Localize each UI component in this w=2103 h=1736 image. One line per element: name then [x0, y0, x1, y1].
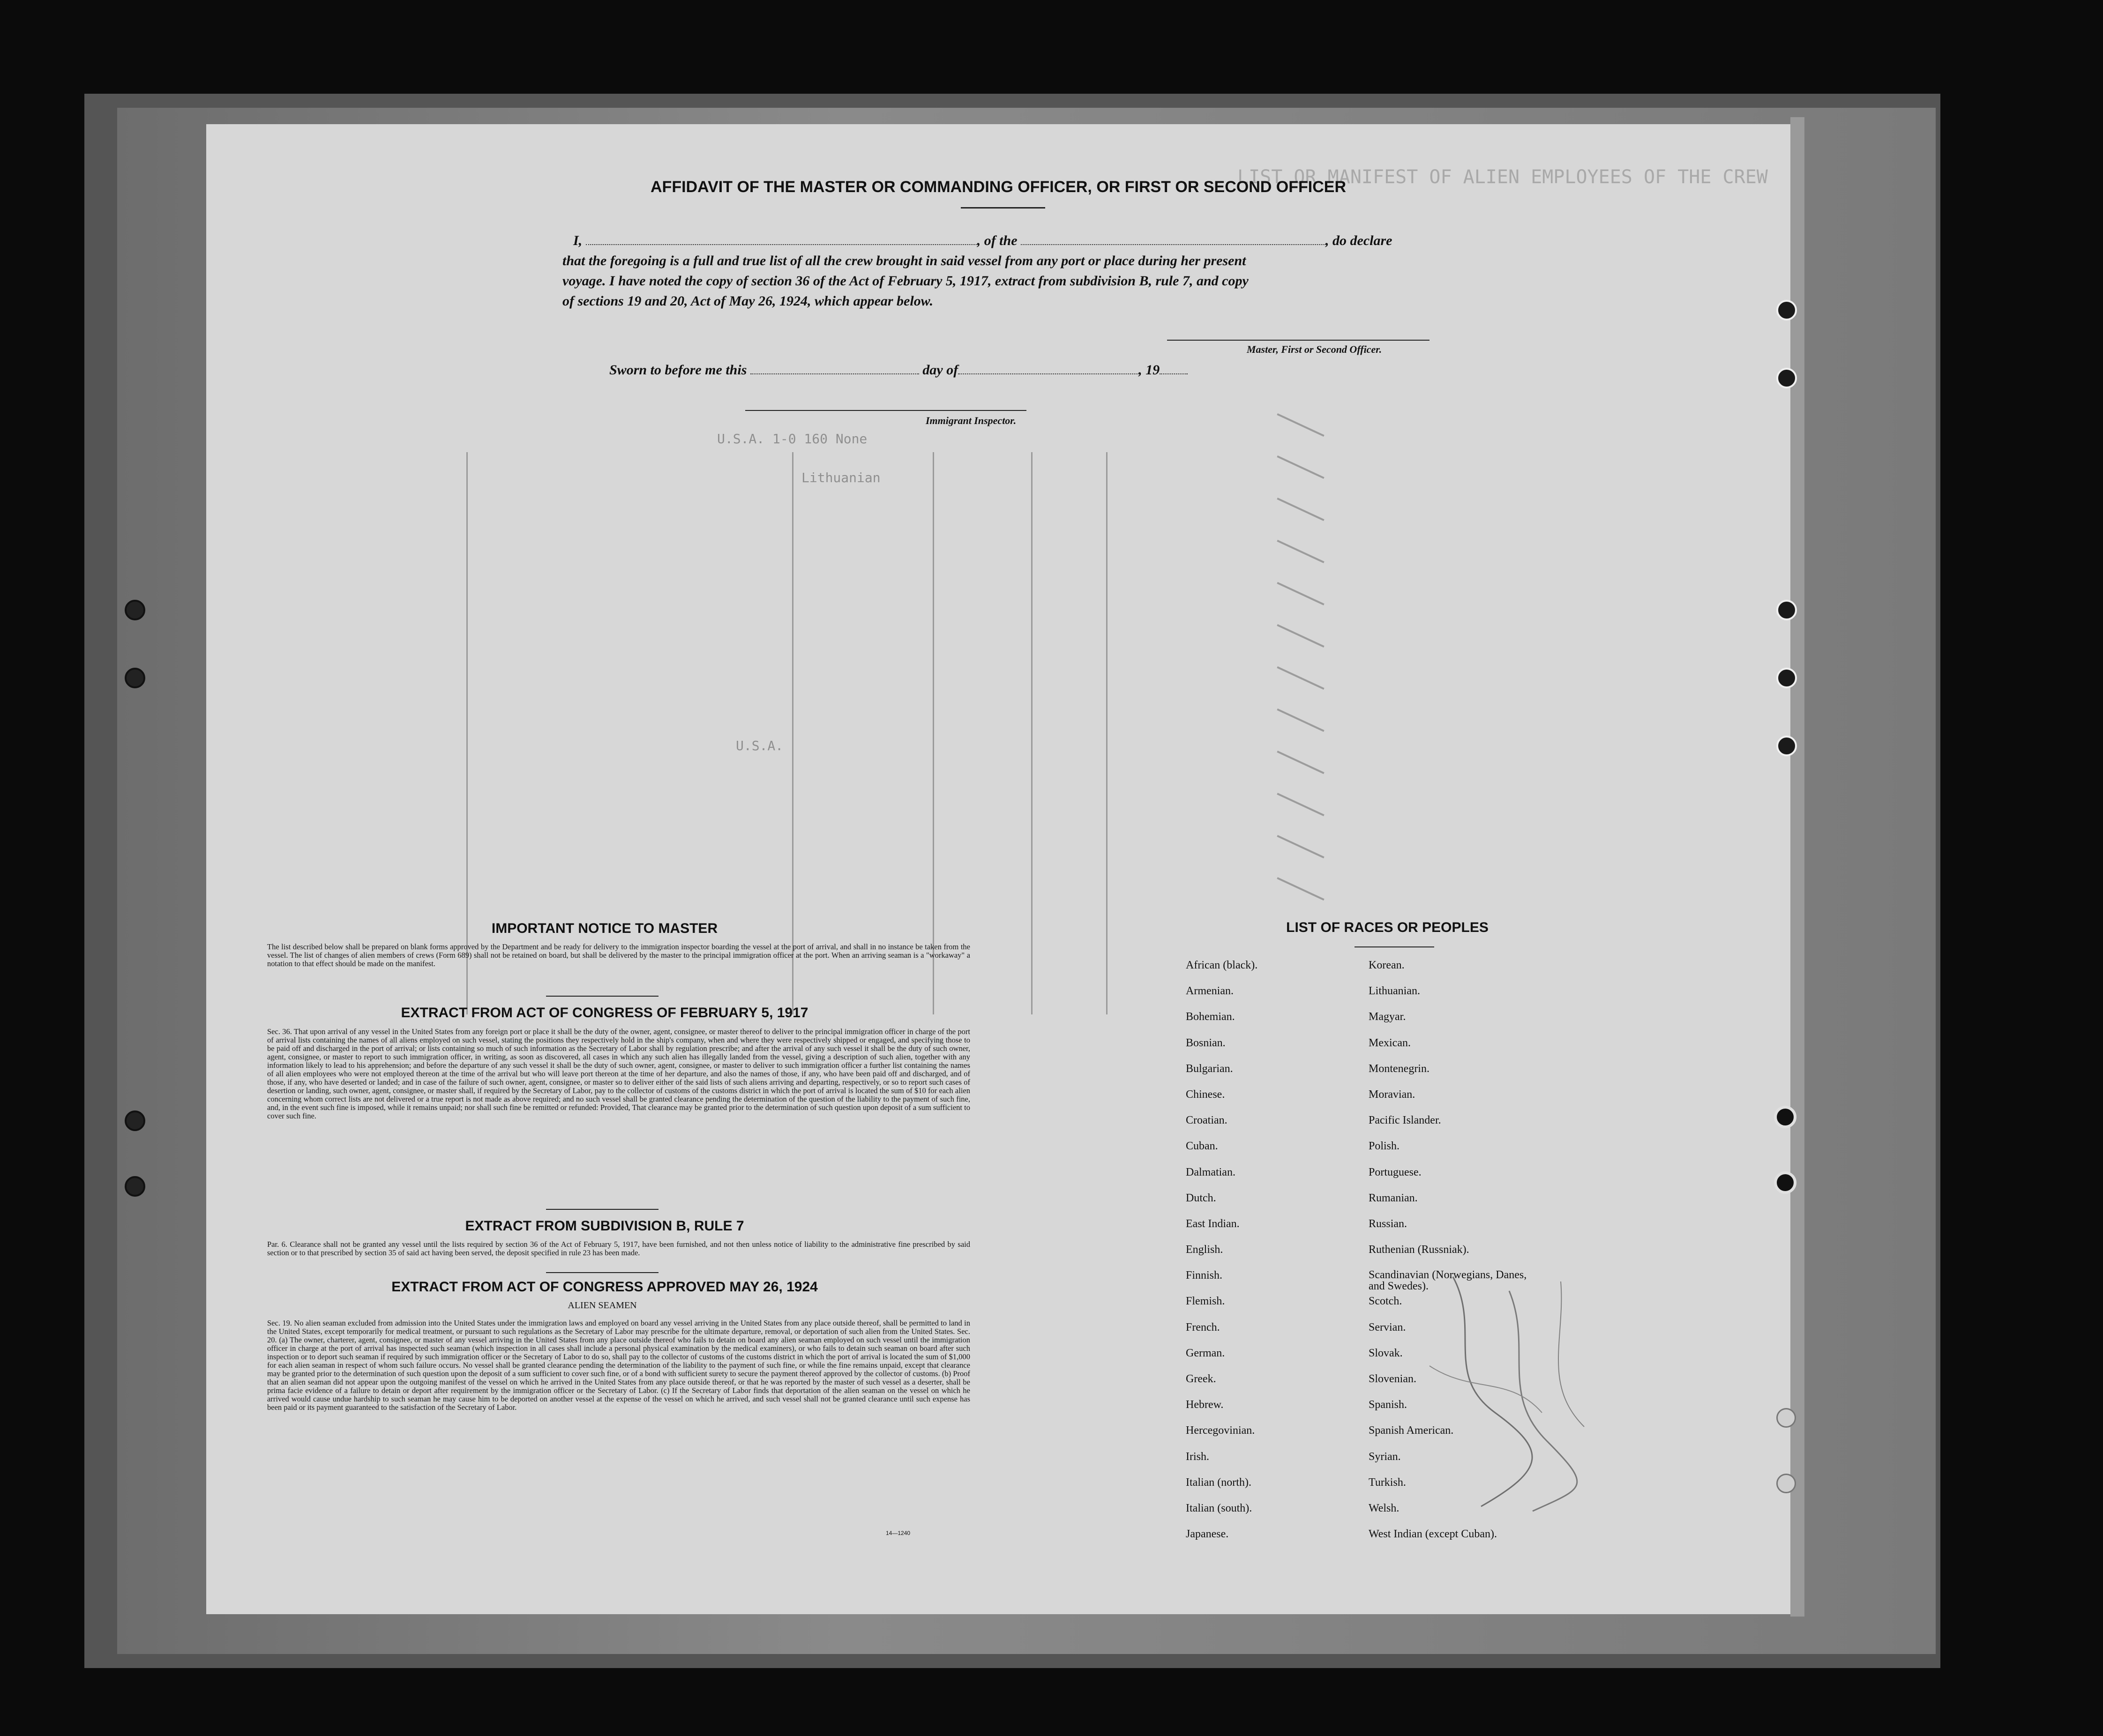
pencil-mark [1277, 540, 1324, 563]
document-page [206, 124, 1790, 1614]
column-rule [1106, 452, 1108, 1014]
race-item: Cuban. [1186, 1140, 1218, 1153]
bleed-through-row: Lithuanian [801, 470, 881, 485]
vessel-blank [1021, 244, 1325, 245]
race-item: Ruthenian (Russniak). [1369, 1244, 1469, 1256]
affidavit-line-1 [573, 233, 1454, 249]
master-signature-line [1167, 340, 1429, 341]
punch-hole [1776, 736, 1797, 756]
name-blank [586, 244, 977, 245]
pencil-mark [1277, 582, 1324, 605]
race-item: Slovenian. [1369, 1373, 1416, 1385]
affidavit-of-the: , of the [977, 233, 1018, 248]
race-item: East Indian. [1186, 1217, 1240, 1230]
sworn-day-of: day of [922, 362, 958, 378]
section-divider [546, 996, 659, 997]
race-item: Spanish. [1369, 1399, 1407, 1411]
race-item: Dalmatian. [1186, 1166, 1235, 1178]
pencil-mark [1277, 413, 1324, 437]
race-item: Russian. [1369, 1217, 1407, 1230]
pencil-mark [1277, 835, 1324, 858]
bleed-through-row: U.S.A. [736, 738, 784, 753]
race-item: Hebrew. [1186, 1399, 1224, 1411]
punch-hole [1776, 1408, 1796, 1428]
race-item: Armenian. [1186, 985, 1234, 998]
affidavit-i: I, [573, 233, 583, 248]
race-item: Bulgarian. [1186, 1062, 1233, 1075]
section-divider [546, 1272, 659, 1273]
punch-hole [1776, 668, 1797, 688]
bleed-through-title: LIST OR MANIFEST OF ALIEN EMPLOYEES OF THE CREW [1237, 166, 1768, 188]
race-item: West Indian (except Cuban). [1369, 1528, 1497, 1541]
punch-hole [1776, 300, 1797, 320]
punch-hole [1774, 1106, 1796, 1128]
pencil-mark [1277, 666, 1324, 690]
affidavit-title: AFFIDAVIT OF THE MASTER OR COMMANDING OFFICER, OR FIRST OR SECOND OFFICER [651, 178, 1346, 196]
extract-rule7-text: Par. 6. Clearance shall not be granted any vessel until the lists required by section 36 of the Act of February 5, 1917, have been furnished, and not then unless notice of liability to the administrative fine prescribed by said section or to that prescribed by section 35 of said act having been served, the deposit specified in rule 23 has been made. [267, 1240, 970, 1257]
punch-hole [1774, 1171, 1796, 1194]
race-item: Finnish. [1186, 1269, 1223, 1282]
race-item: Irish. [1186, 1450, 1209, 1463]
race-item: Lithuanian. [1369, 985, 1420, 998]
year-blank [1160, 373, 1188, 374]
column-rule [1031, 452, 1033, 1014]
race-item: Pacific Islander. [1369, 1114, 1441, 1127]
race-item: Rumanian. [1369, 1192, 1418, 1204]
race-item: Bosnian. [1186, 1036, 1226, 1049]
inspector-signature-label: Immigrant Inspector. [926, 415, 1017, 426]
race-item: English. [1186, 1244, 1223, 1256]
pencil-mark [1277, 624, 1324, 648]
pencil-mark [1277, 708, 1324, 732]
sworn-year: , 19 [1138, 362, 1160, 378]
column-rule [466, 452, 468, 1014]
column-rule [933, 452, 934, 1014]
race-item: Flemish. [1186, 1295, 1225, 1308]
extract-1924-title: EXTRACT FROM ACT OF CONGRESS APPROVED MAY 26, 1924 [391, 1279, 818, 1295]
race-item: Scotch. [1369, 1295, 1402, 1308]
inspector-signature-line [745, 410, 1026, 411]
punch-hole [1776, 1474, 1796, 1493]
race-item: Croatian. [1186, 1114, 1227, 1127]
race-item: Scandinavian (Norwegians, Danes, and Swedes). [1369, 1269, 1527, 1293]
bleed-through-row: U.S.A. 1-0 160 None [717, 431, 868, 447]
pencil-mark [1277, 498, 1324, 521]
race-item: Turkish. [1369, 1476, 1406, 1489]
race-item: Hercegovinian. [1186, 1424, 1255, 1437]
day-blank [750, 373, 919, 374]
page-edge-shadow [1790, 117, 1804, 1617]
race-item: Magyar. [1369, 1011, 1406, 1023]
race-item: Dutch. [1186, 1192, 1216, 1204]
punch-hole [125, 1176, 145, 1197]
race-item: Mexican. [1369, 1036, 1411, 1049]
pencil-mark [1277, 877, 1324, 901]
section-divider [546, 1209, 659, 1210]
punch-hole [1776, 368, 1797, 388]
race-item: Syrian. [1369, 1450, 1401, 1463]
master-signature-label: Master, First or Second Officer. [1247, 343, 1382, 355]
race-item: Welsh. [1369, 1502, 1400, 1514]
race-item: French. [1186, 1321, 1220, 1334]
race-item: Italian (north). [1186, 1476, 1251, 1489]
race-item: Japanese. [1186, 1528, 1229, 1541]
race-item: Korean. [1369, 959, 1405, 971]
race-item: Greek. [1186, 1373, 1216, 1385]
race-item: Bohemian. [1186, 1011, 1235, 1023]
pencil-mark [1277, 751, 1324, 774]
affidavit-line-4: of sections 19 and 20, Act of May 26, 1924, which appear below. [562, 293, 934, 309]
race-item: Montenegrin. [1369, 1062, 1429, 1075]
race-item: Italian (south). [1186, 1502, 1252, 1514]
punch-hole [125, 668, 145, 688]
race-item: Slovak. [1369, 1347, 1403, 1359]
affidavit-line-2: that the foregoing is a full and true list of all the crew brought in said vessel from any port or place during her present [562, 253, 1246, 268]
race-item: Moravian. [1369, 1088, 1415, 1101]
extract-1917-title: EXTRACT FROM ACT OF CONGRESS OF FEBRUARY 5, 1917 [401, 1005, 808, 1021]
sworn-prefix: Sworn to before me this [609, 362, 747, 378]
punch-hole [125, 600, 145, 620]
punch-hole [125, 1110, 145, 1131]
race-item: Servian. [1369, 1321, 1406, 1334]
race-item: African (black). [1186, 959, 1258, 971]
race-item: Polish. [1369, 1140, 1400, 1153]
extract-1924-text: Sec. 19. No alien seaman excluded from admission into the United States under the immigration laws and employed on board any vessel arriving in the United States from any place outside thereof, shall be permitted to land in the United States, except temporarily for medical treatment, or pursuant to such regulations as the Secretary of Labor may prescribe for the ultimate departure, removal, or deportation of such alien from the United States. Sec. 20. (a) The owner, charterer, agent, consignee, or master of any vessel arriving in the United States from any place outside thereof who fails to detain on board any alien seaman employed on such vessel until the immigration officer in charge at the port of arrival has inspected such seaman (which inspection in all cases shall include a personal physical examination by the medical examiners), or who fails to detain such seaman on board after such inspection or to deport such seaman if required by such immigration officer or the Secretary of Labor to do so, shall pay to the collector of customs of the customs district in which the port of arrival is located the sum of $1,000 for each alien seaman in respect of whom such failure occurs. No vessel shall be granted clearance pending the determination of the liability to the payment of such fine, or while the fine remains unpaid, except that clearance may be granted prior to the determination of such question upon the deposit of a sum sufficient to cover such fine, or of a bond with sufficient surety to secure the payment thereof approved by the collector of customs. (b) Proof that an alien seaman did not appear upon the outgoing manifest of the vessel on which he arrived in the United States from any place outside thereof, or that he was reported by the master of such vessel as a deserter, shall be prima facie evidence of a failure to detain or deport after requirement by the immigration officer or the Secretary of Labor. (c) If the Secretary of Labor finds that deportation of the alien seaman on the vessel on which he arrived would cause undue hardship to such seaman he may cause him to be deported on another vessel at the expense of the vessel on which he arrived, and such vessel shall not be granted clearance until such expense has been paid or its payment guaranteed to the satisfaction of the Secretary of Labor. [267, 1319, 970, 1412]
punch-hole [1776, 600, 1797, 620]
extract-1917-text: Sec. 36. That upon arrival of any vessel in the United States from any foreign port or place it shall be the duty of the owner, agent, consignee, or master thereof to deliver to the principal immigration officer in charge of the port of arrival lists containing the names of all aliens employed on such vessel, stating the positions they respectively hold in the ship's company, when and where they were respectively shipped or engaged, and specifying those to be paid off and discharged in the port of arrival; or lists containing so much of such information as the Secretary of Labor shall by regulation prescribe; and after the arrival of any such vessel it shall be the duty of such owner, agent, consignee, or master to report to such immigration officer, in writing, as soon as discovered, all cases in which any such alien has illegally landed from the vessel, giving a description of such alien, together with any information likely to lead to his apprehension; and before the departure of any such vessel it shall be the duty of such owner, agent, consignee, or master to deliver to such immigration officer a further list containing the names of all alien employees who were not employed thereon at the time of the arrival but who will leave port thereon at the time of her departure, and also the names of those, if any, who have been paid off and discharged, and of those, if any, who have deserted or landed; and in case of the failure of such owner, agent, consignee, or master so to deliver either of the said lists of such aliens arriving and departing, respectively, or so to report such cases of desertion or landing, such owner, agent, consignee, or master shall, if required by the Secretary of Labor, pay to the collector of customs of the customs district in which the port of arrival is located the sum of $10 for each alien concerning whom correct lists are not delivered or a true report is not made as above required; and no such vessel shall be granted clearance pending the determination of the question of the liability to the payment of such fine, and, in the event such fine is imposed, while it remains unpaid; nor shall such fine be remitted or refunded: Provided, That clearance may be granted prior to the determination of such question upon deposit of a sum sufficient to cover such fine. [267, 1027, 970, 1120]
race-item: Chinese. [1186, 1088, 1225, 1101]
column-rule [792, 452, 793, 1014]
title-underline [961, 207, 1045, 209]
race-item: Portuguese. [1369, 1166, 1422, 1178]
affidavit-do-declare: , do declare [1325, 233, 1392, 248]
month-blank [958, 373, 1138, 374]
affidavit-line-3: voyage. I have noted the copy of section 36 of the Act of February 5, 1917, extract from subdivision B, rule 7, and copy [562, 273, 1249, 289]
races-title: LIST OF RACES OR PEOPLES [1286, 920, 1489, 935]
pencil-mark [1277, 793, 1324, 816]
race-item: Spanish American. [1369, 1424, 1454, 1437]
extract-rule7-title: EXTRACT FROM SUBDIVISION B, RULE 7 [465, 1218, 744, 1234]
sworn-line [609, 362, 1188, 378]
race-item: German. [1186, 1347, 1225, 1359]
notice-title: IMPORTANT NOTICE TO MASTER [491, 921, 718, 936]
alien-seamen-subtitle: ALIEN SEAMEN [568, 1300, 637, 1311]
pencil-mark [1277, 455, 1324, 479]
races-divider [1355, 946, 1434, 947]
pencil-scribble [1425, 1272, 1622, 1516]
notice-text: The list described below shall be prepared on blank forms approved by the Department and be ready for delivery to the immigration inspector boarding the vessel at the port of arrival, and shall in no instance be taken from the vessel. The list of changes of alien members of crews (Form 689) shall not be retained on board, but shall be delivered by the master to the principal immigration officer at the port. When an arriving seaman is a "workaway" a notation to that effect should be made on the manifest. [267, 942, 970, 968]
form-code: 14—1240 [886, 1530, 911, 1536]
